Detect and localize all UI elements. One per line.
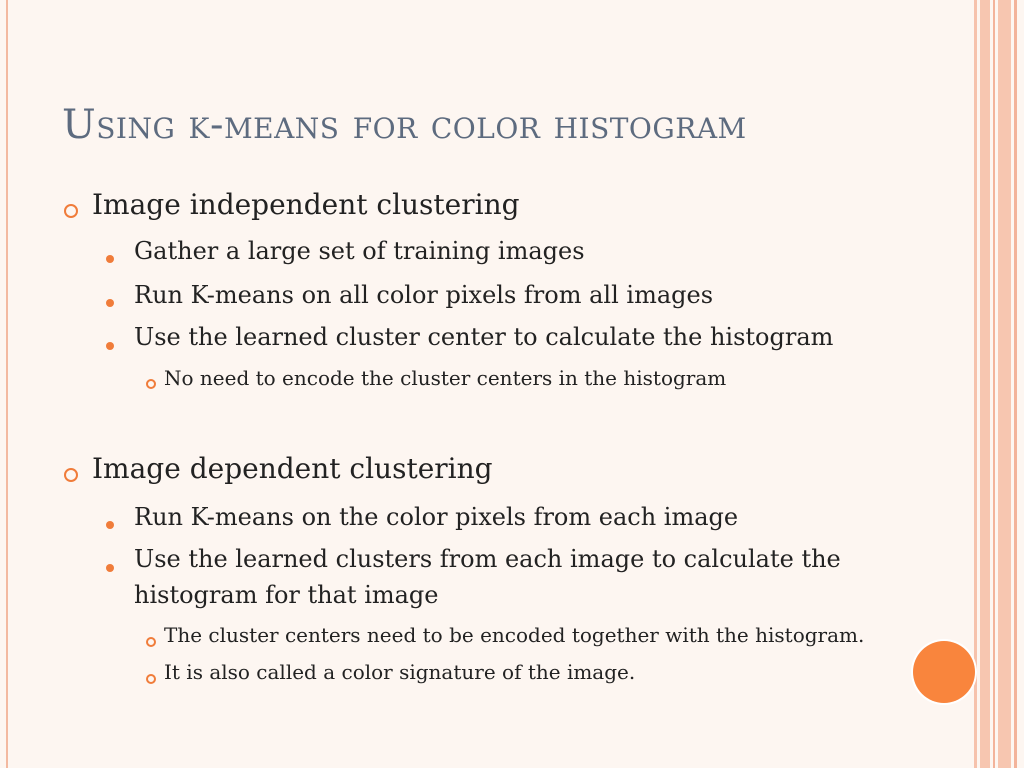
- decorative-circle: [913, 641, 975, 703]
- dot-bullet-icon: [106, 514, 114, 533]
- list-item: Run K-means on the color pixels from each image: [134, 503, 739, 531]
- dot-bullet-icon: [106, 248, 114, 267]
- stripe: [993, 0, 995, 768]
- stripe: [974, 0, 977, 768]
- list-item: Use the learned cluster center to calculate the histogram: [134, 323, 834, 351]
- left-border-line: [6, 0, 8, 768]
- stripe: [980, 0, 990, 768]
- list-item-continuation: histogram for that image: [134, 581, 439, 609]
- ring-bullet-icon: [64, 464, 78, 483]
- stripe: [1014, 0, 1017, 768]
- small-ring-bullet-icon: [146, 631, 156, 650]
- dot-bullet-icon: [106, 292, 114, 311]
- section-heading: Image dependent clustering: [92, 452, 493, 485]
- list-item: Use the learned clusters from each image to calculate the: [134, 545, 841, 573]
- small-ring-bullet-icon: [146, 373, 156, 392]
- dot-bullet-icon: [106, 335, 114, 354]
- list-item: Run K-means on all color pixels from all images: [134, 281, 714, 309]
- small-ring-bullet-icon: [146, 668, 156, 687]
- list-item: Gather a large set of training images: [134, 237, 585, 265]
- list-subitem: It is also called a color signature of the image.: [164, 660, 636, 684]
- list-subitem: The cluster centers need to be encoded together with the histogram.: [164, 623, 865, 647]
- dot-bullet-icon: [106, 557, 114, 576]
- stripe: [998, 0, 1011, 768]
- slide-title: Using k-means for color histogram: [62, 102, 747, 148]
- right-decorative-stripes: [974, 0, 1024, 768]
- section-heading: Image independent clustering: [92, 188, 520, 221]
- list-subitem: No need to encode the cluster centers in the histogram: [164, 366, 727, 390]
- ring-bullet-icon: [64, 200, 78, 219]
